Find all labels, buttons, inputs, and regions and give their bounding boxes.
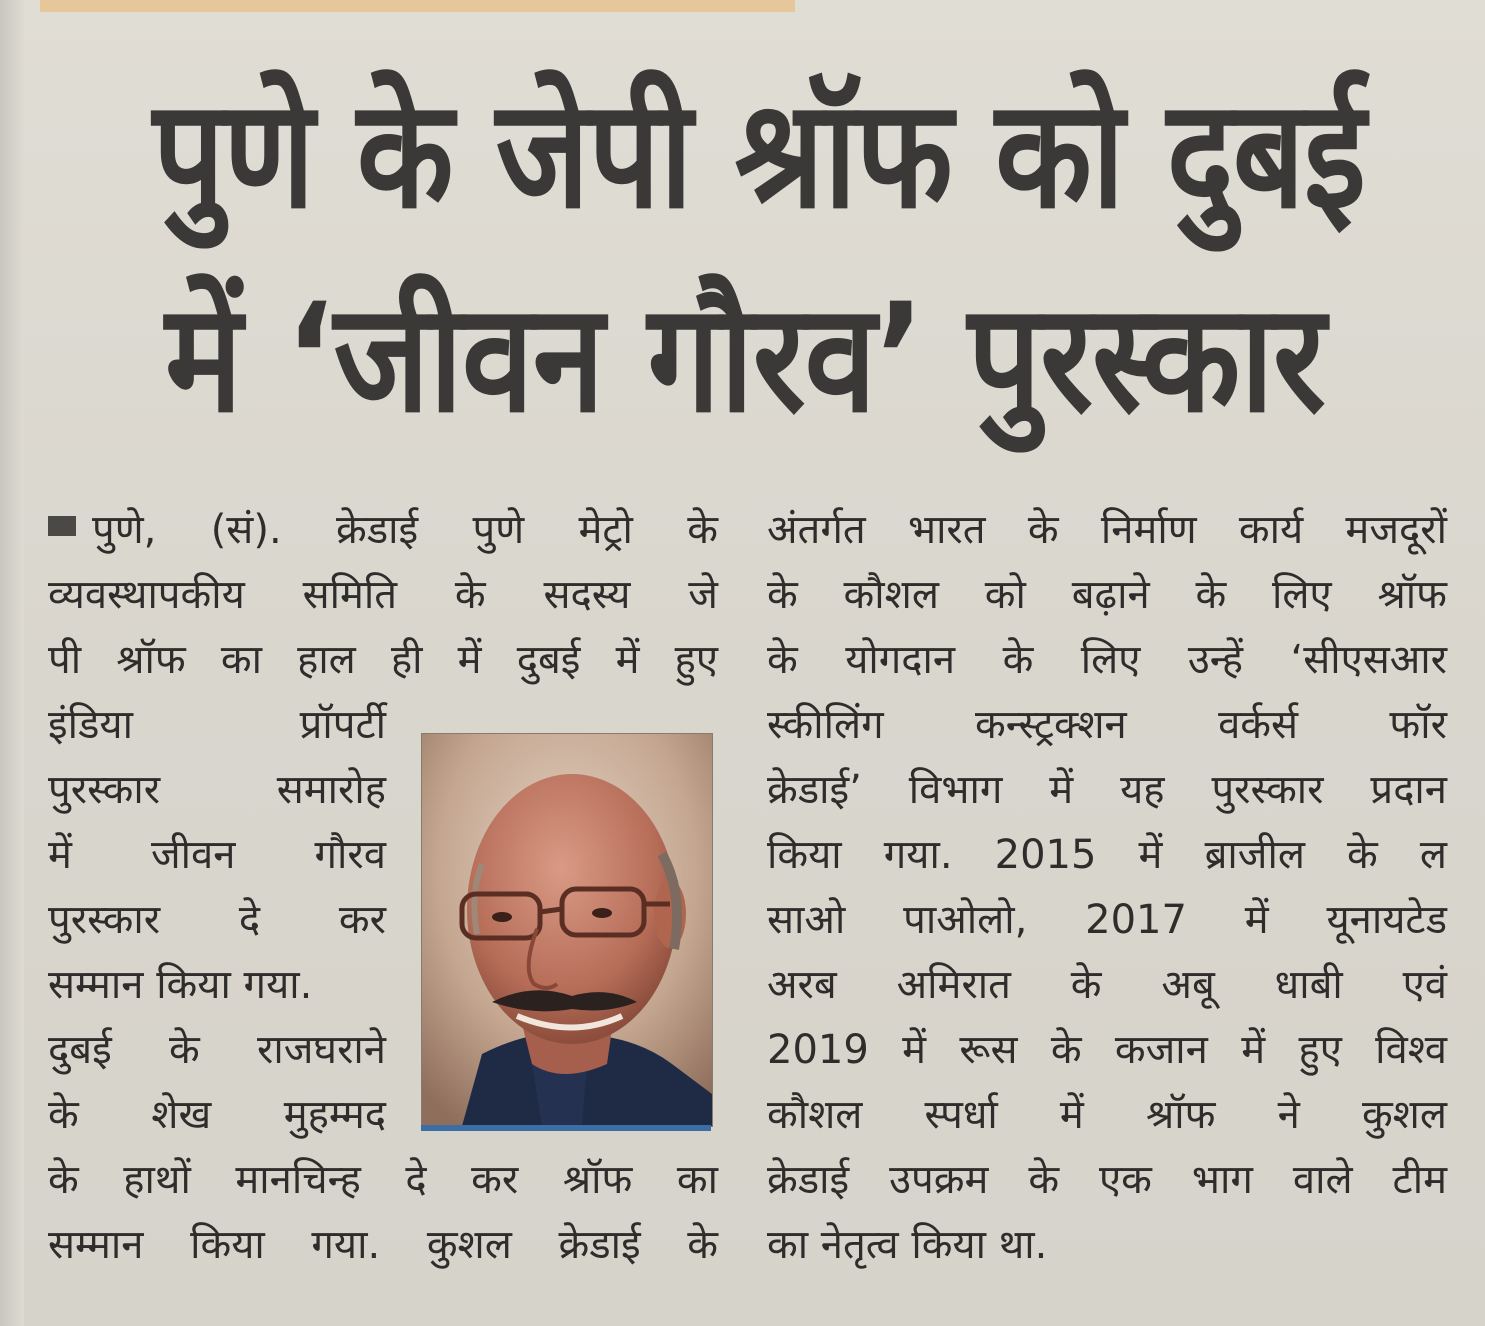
article-line: व्यवस्थापकीय समिति के सदस्य जे (48, 572, 718, 618)
portrait-illustration (422, 734, 712, 1126)
article-line: 2019 में रूस के कजान में हुए विश्व (767, 1027, 1447, 1073)
article-column-right (767, 498, 1447, 1278)
article-line: इंडिया प्रॉपर्टी (48, 702, 386, 748)
article-line: सम्मान किया गया. कुशल क्रेडाई के (48, 1222, 718, 1268)
headline-line-1: पुणे के जेपी श्रॉफ को दुबई (152, 68, 1365, 242)
headline (40, 68, 1450, 446)
page-edge-shadow (0, 0, 24, 1326)
article-line: कौशल स्पर्धा में श्रॉफ ने कुशल (767, 1092, 1447, 1138)
article-line: दुबई के राजघराने (48, 1027, 386, 1073)
article-line: सम्मान किया गया. (48, 962, 313, 1008)
article-line: क्रेडाई उपक्रम के एक भाग वाले टीम (767, 1157, 1447, 1203)
article-line: पी श्रॉफ का हाल ही में दुबई में हुए (48, 637, 718, 683)
headline-line-2: में ‘जीवन गौरव’ पुरस्कार (165, 272, 1325, 446)
article-line: में जीवन गौरव (48, 832, 386, 878)
article-line: किया गया. 2015 में ब्राजील के ल (767, 832, 1447, 878)
article-line: अरब अमिरात के अबू धाबी एवं (767, 962, 1447, 1008)
article-line: साओ पाओलो, 2017 में यूनायटेड (767, 897, 1447, 943)
article-line: पुरस्कार समारोह (48, 767, 386, 813)
article-line: के हाथों मानचिन्ह दे कर श्रॉफ का (48, 1157, 718, 1203)
article-line: के कौशल को बढ़ाने के लिए श्रॉफ (767, 572, 1447, 618)
article-line: का नेतृत्व किया था. (767, 1222, 1048, 1268)
bullet-square-icon (48, 516, 76, 536)
article-line: पुरस्कार दे कर (48, 897, 386, 943)
article-line: पुणे, (सं). क्रेडाई पुणे मेट्रो के (48, 498, 718, 563)
article-line: स्कीलिंग कन्स्ट्रक्शन वर्कर्स फॉर (767, 702, 1447, 748)
article-line: के शेख मुहम्मद (48, 1092, 386, 1138)
article-line: अंतर्गत भारत के निर्माण कार्य मजदूरों (767, 507, 1447, 553)
article-line: के योगदान के लिए उन्हें ‘सीएसआर (767, 637, 1447, 683)
photo-bottom-band (421, 1125, 711, 1131)
portrait-photo (421, 733, 713, 1127)
article-line: क्रेडाई’ विभाग में यह पुरस्कार प्रदान (767, 767, 1447, 813)
top-color-strip (40, 0, 795, 12)
